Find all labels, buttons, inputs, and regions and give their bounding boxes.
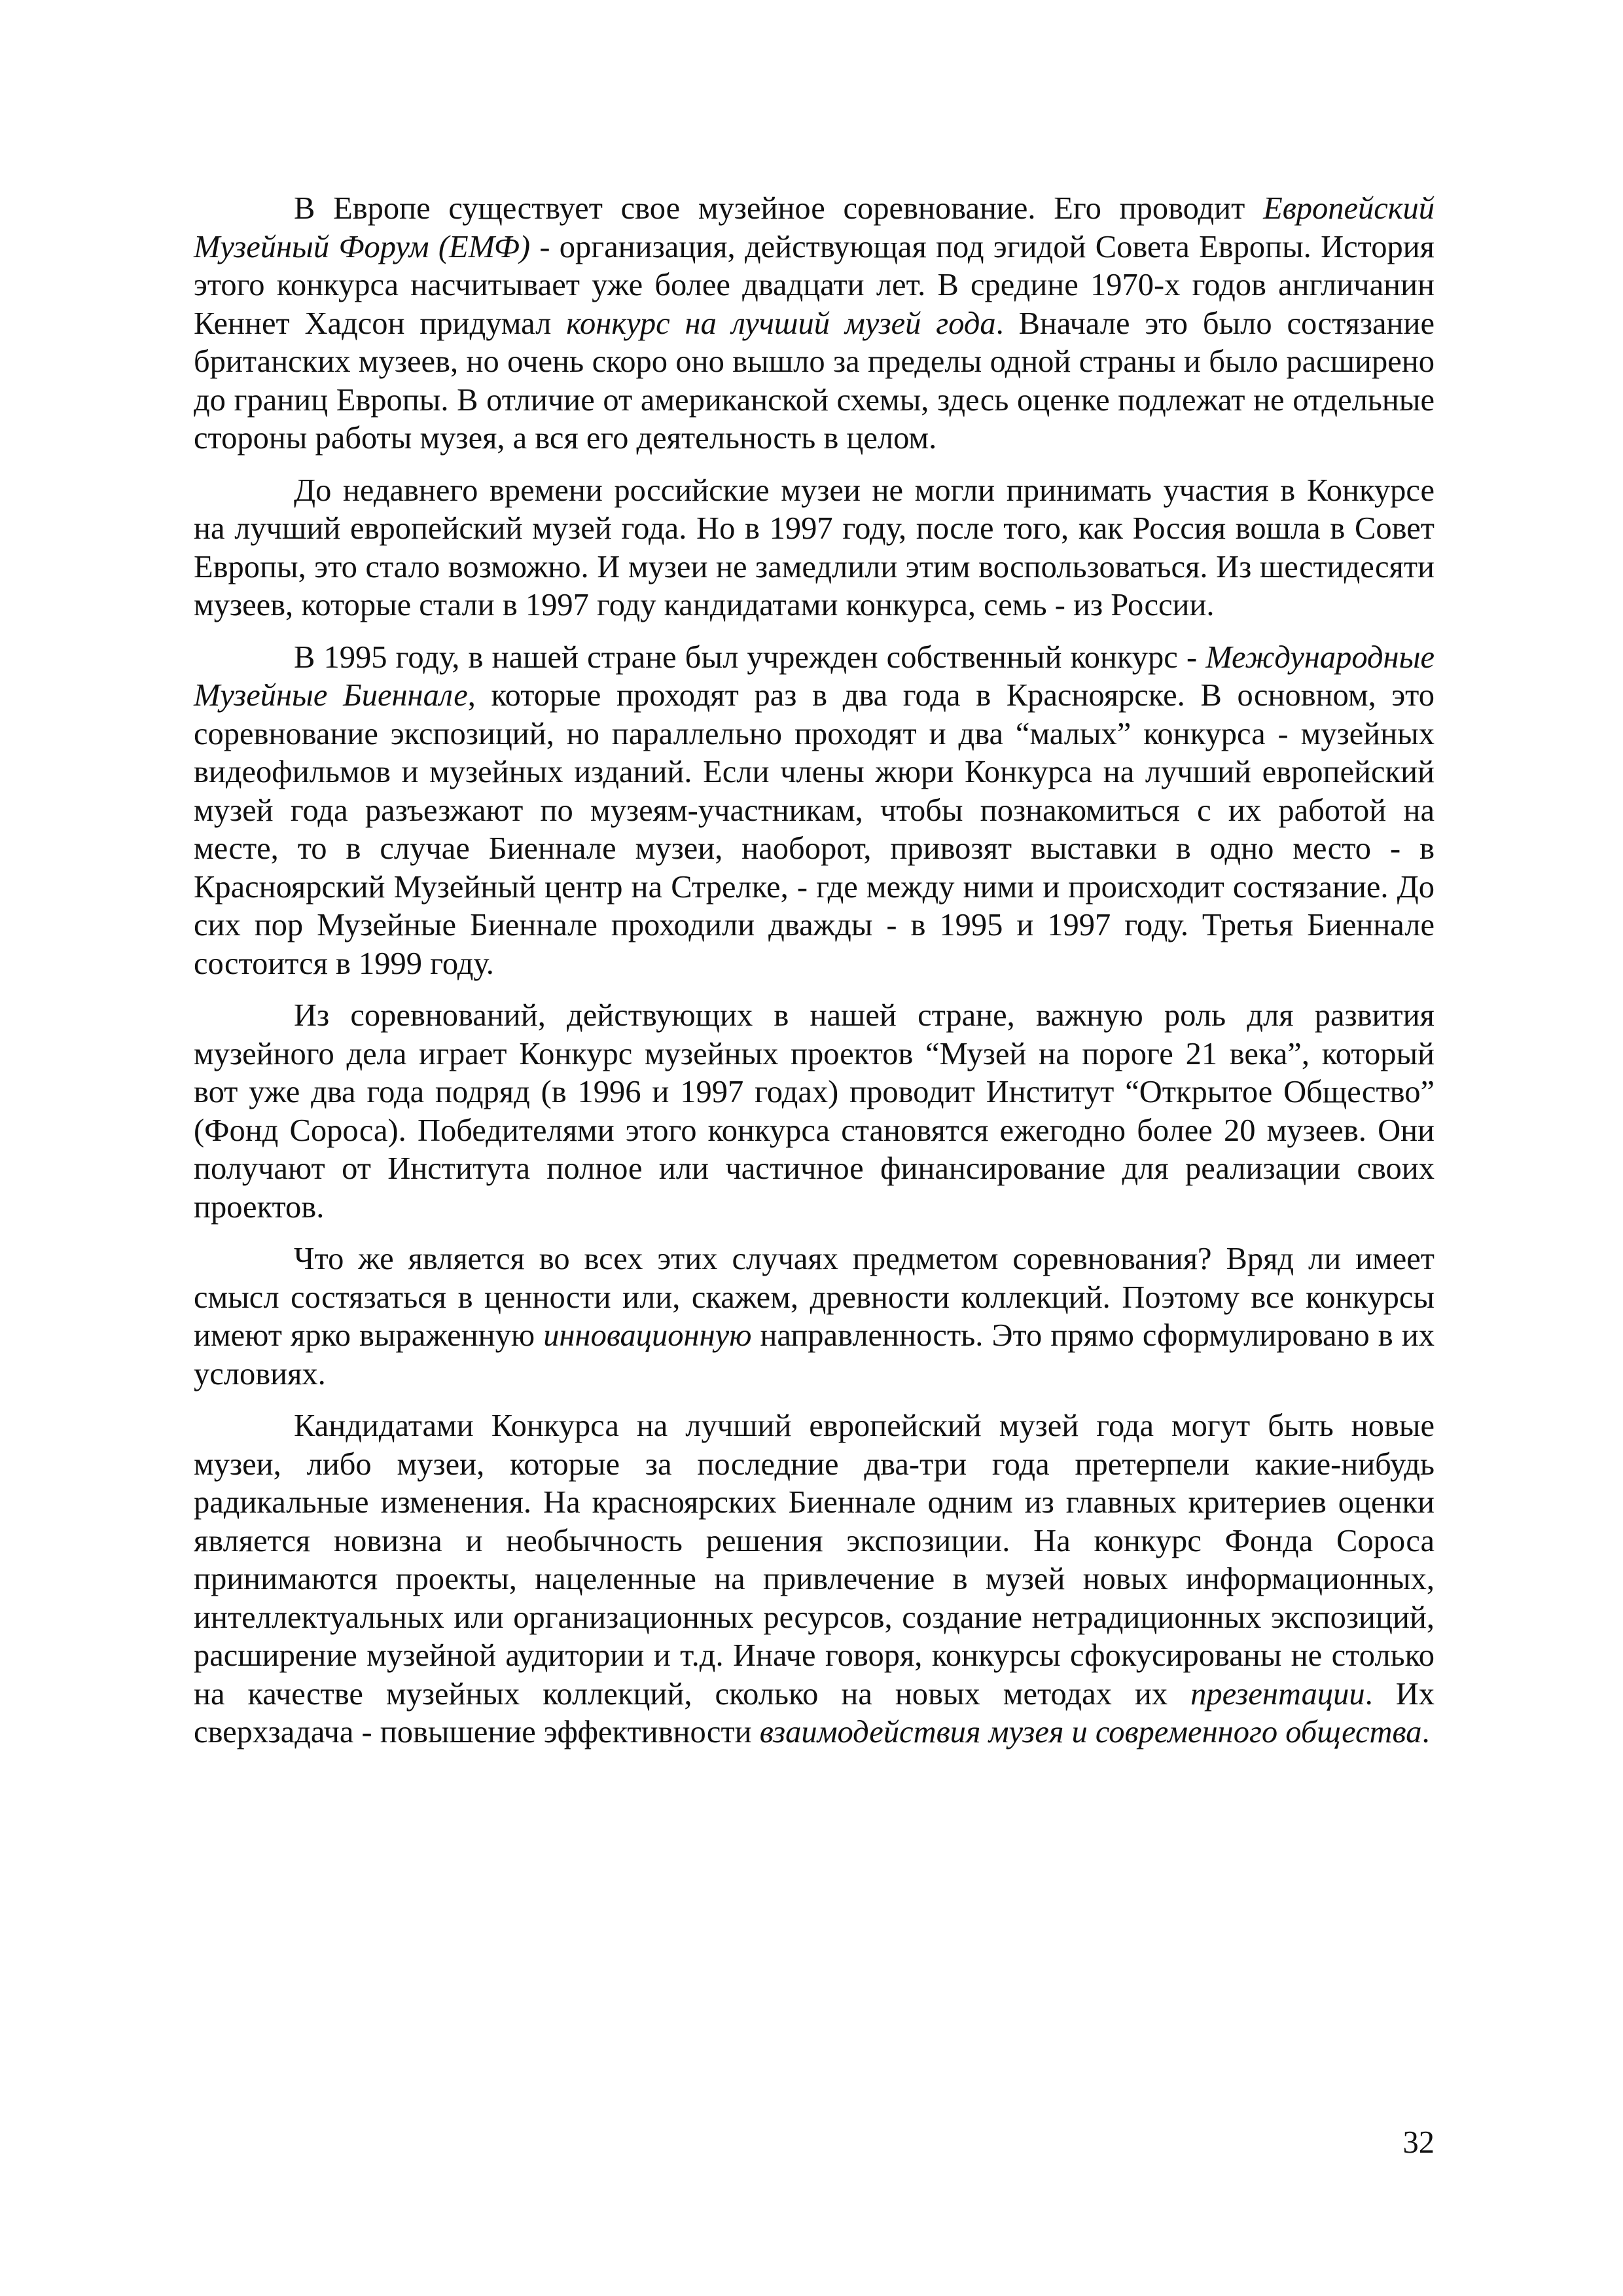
text-segment: направленность. Это прямо сформулировано в их условиях.: [194, 1318, 1435, 1391]
text-segment: .: [1421, 1715, 1430, 1749]
text-segment: . Вначале это было состязание британских музеев, но очень скоро оно вышло за пределы одной страны и было расширено до границ Европы. В отличие от американской схемы, здесь оценке подлежат не отдельные стороны работы музея, а вся его деятельность в целом.: [194, 306, 1435, 456]
italic-segment: взаимодействия музея и современного общества: [759, 1715, 1422, 1749]
text-segment: , которые проходят раз в два года в Красноярске. В основном, это соревнование экспозиций, но параллельно проходят и два “малых” конкурса - музейных видеофильмов и музейных изданий. Если члены жюри Конкурса на лучший европейский музей года разъезжают по музеям-участникам, чтобы познакомиться с их работой на месте, то в случае Биеннале музеи, наоборот, привозят выставки в одно место - в Красноярский Музейный центр на Стрелке, - где между ними и происходит состязание. До сих пор Музейные Биеннале проходили дважды - в 1995 и 1997 году. Третья Биеннале состоится в 1999 году.: [194, 678, 1435, 981]
paragraph-1: [194, 190, 1435, 458]
text-segment: До недавнего времени российские музеи не могли принимать участия в Конкурсе на лучший европейский музей года. Но в 1997 году, после того, как Россия вошла в Совет Европы, это стало возможно. И музеи не замедлили этим воспользоваться. Из шестидесяти музеев, которые стали в 1997 году кандидатами конкурса, семь - из России.: [194, 473, 1435, 622]
italic-segment: презентации: [1190, 1676, 1365, 1712]
text-segment: . Их сверхзадача - повышение эффективности: [194, 1676, 1435, 1749]
text-segment: В Европе существует свое музейное соревнование. Его проводит: [294, 191, 1264, 226]
text-segment: В 1995 году, в нашей стране был учрежден собственный конкурс -: [294, 639, 1206, 675]
text-segment: Что же является во всех этих случаях предметом соревнования? Вряд ли имеет смысл состязаться в ценности или, скажем, древности коллекций. Поэтому все конкурсы имеют ярко выраженную: [194, 1242, 1435, 1353]
text-segment: Кандидатами Конкурса на лучший европейский музей года могут быть новые музеи, либо музеи, которые за последние два-три года претерпели какие-нибудь радикальные изменения. На красноярских Биеннале одним из главных критериев оценки является новизна и необычность решения экспозиции. На конкурс Фонда Сороса принимаются проекты, нацеленные на привлечение в музей новых информационных, интеллектуальных или организационных ресурсов, создание нетрадиционных экспозиций, расширение музейной аудитории и т.д. Иначе говоря, конкурсы сфокусированы не столько на качестве музейных коллекций, сколько на новых методах их: [194, 1408, 1435, 1712]
paragraph-6: [194, 1407, 1435, 1752]
text-segment: Из соревнований, действующих в нашей стране, важную роль для развития музейного дела играет Конкурс музейных проектов “Музей на пороге 21 века”, который вот уже два года подряд (в 1996 и 1997 годах) проводит Институт “Открытое Общество” (Фонд Сороса). Победителями этого конкурса становятся ежегодно более 20 музеев. Они получают от Института полное или частичное финансирование для реализации своих проектов.: [194, 998, 1435, 1225]
page-number: 32: [1402, 2125, 1435, 2160]
paragraph-5: [194, 1240, 1435, 1393]
paragraph-4: [194, 997, 1435, 1227]
italic-segment: инновационную: [543, 1318, 752, 1353]
italic-segment: Европейский Музейный Форум (ЕМФ): [194, 191, 1435, 264]
italic-segment: Международные Музейные Биеннале: [194, 639, 1435, 713]
text-segment: - организация, действующая под эгидой Совета Европы. История этого конкурса насчитывает уже более двадцати лет. В средине 1970-х годов англичанин Кеннет Хадсон придумал: [194, 229, 1435, 341]
paragraph-2: [194, 472, 1435, 625]
body-text: [194, 190, 1435, 1752]
italic-segment: конкурс на лучший музей года: [566, 306, 996, 341]
paragraph-3: [194, 639, 1435, 984]
